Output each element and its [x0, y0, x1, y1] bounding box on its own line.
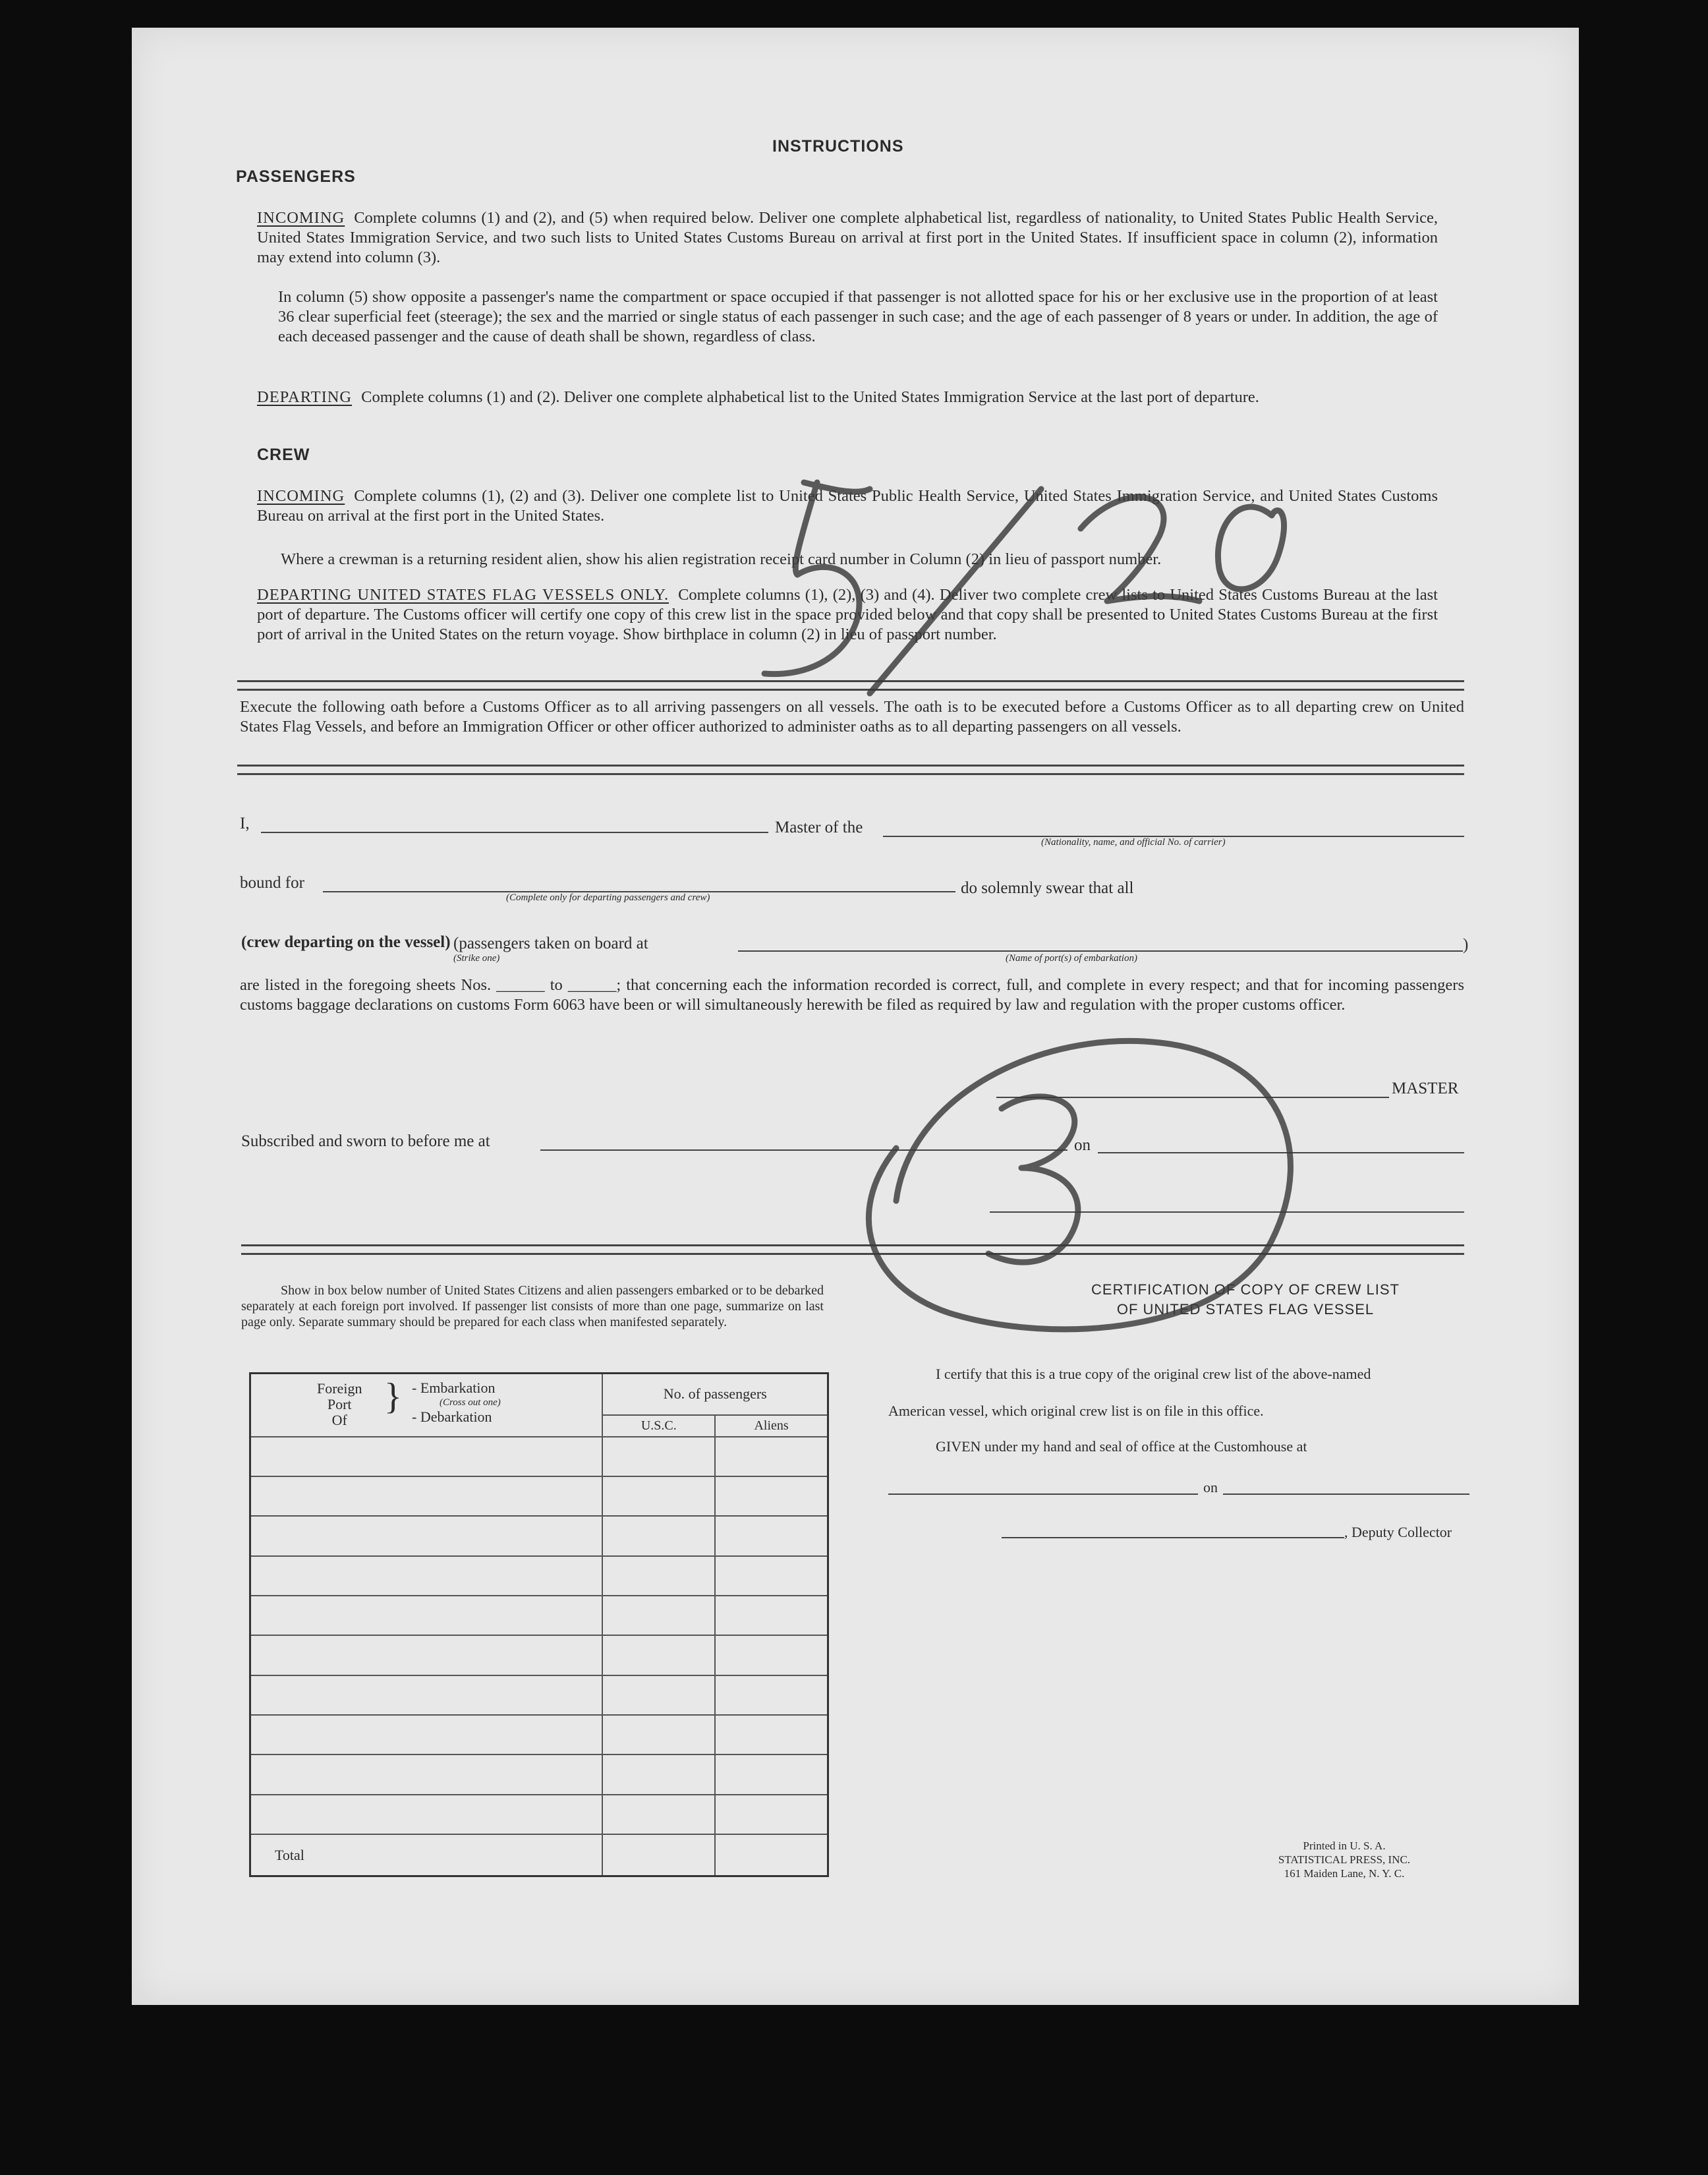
subscribed-label: Subscribed and sworn to before me at — [241, 1132, 490, 1150]
printer-line1: Printed in U. S. A. — [1303, 1840, 1386, 1852]
port-cell[interactable] — [250, 1635, 603, 1675]
port-cell[interactable] — [250, 1675, 603, 1715]
aliens-cell[interactable] — [715, 1596, 828, 1635]
form-sheet — [132, 28, 1579, 2005]
american-vessel-text: American vessel, which original crew list is on file in this office. — [888, 1403, 1264, 1419]
debarkation-option[interactable]: - Debarkation — [412, 1408, 492, 1425]
passengers-taken-label[interactable]: (passengers taken on board at — [453, 935, 648, 952]
printer-line2: STATISTICAL PRESS, INC. — [1278, 1853, 1411, 1866]
port-cell[interactable] — [250, 1795, 603, 1834]
usc-cell[interactable] — [602, 1675, 715, 1715]
usc-cell[interactable] — [602, 1795, 715, 1834]
total-usc-cell[interactable] — [602, 1834, 715, 1876]
aliens-cell[interactable] — [715, 1516, 828, 1555]
master-signature-line[interactable] — [996, 1097, 1389, 1098]
aliens-cell[interactable] — [715, 1675, 828, 1715]
crew-departing-option-label: (crew departing on the vessel) — [241, 933, 451, 951]
port-header-of: Of — [331, 1412, 347, 1428]
passengers-heading: PASSENGERS — [236, 167, 356, 186]
crew-departing-key: DEPARTING UNITED STATES FLAG VESSELS ONLY. — [257, 586, 669, 604]
section-divider — [241, 1244, 1464, 1255]
usc-cell[interactable] — [602, 1437, 715, 1476]
aliens-header: Aliens — [715, 1415, 828, 1437]
crew-resident-paragraph: Where a crewman is a returning resident alien, show his alien registration receipt card number in Column (2) in lieu of passport number. — [281, 550, 1162, 568]
port-header-port: Port — [327, 1396, 352, 1412]
passengers-incoming-text: Complete columns (1) and (2), and (5) when required below. Deliver one complete alphabetical list, regardless of nationality, to United States Public Health Service, United States Immigration Service, and two such lists to United States Customs Bureau on arrival at first port in the United States. If insufficient space in column (2), information may extend into column (3). — [257, 209, 1438, 266]
customhouse-field[interactable] — [888, 1494, 1198, 1495]
aliens-cell[interactable] — [715, 1635, 828, 1675]
cert-on-label: on — [1203, 1479, 1218, 1495]
port-cell[interactable] — [250, 1754, 603, 1794]
passengers-departing-paragraph — [257, 388, 1438, 407]
crew-departing-paragraph — [257, 585, 1438, 645]
sworn-on-label: on — [1074, 1136, 1091, 1154]
brace-glyph: } — [384, 1376, 402, 1417]
passenger-summary-table — [249, 1372, 829, 1877]
crew-incoming-text: Complete columns (1), (2) and (3). Deliver one complete list to United States Public Health Service, United States Immigration Service, and United States Customs Bureau on arrival at the first port in the United States. — [257, 487, 1438, 525]
carrier-caption: (Nationality, name, and official No. of carrier) — [1041, 837, 1226, 848]
aliens-cell[interactable] — [715, 1556, 828, 1596]
crew-departing-option[interactable] — [241, 933, 451, 952]
certification-title — [995, 1280, 1496, 1320]
port-header-foreign: Foreign — [317, 1380, 362, 1397]
deputy-collector-label: , Deputy Collector — [1344, 1524, 1452, 1540]
usc-cell[interactable] — [602, 1596, 715, 1635]
usc-cell[interactable] — [602, 1754, 715, 1794]
printer-line3: 161 Maiden Lane, N. Y. C. — [1284, 1867, 1405, 1880]
summary-row — [250, 1596, 828, 1635]
section-divider — [237, 680, 1464, 691]
oath-listed-text: are listed in the foregoing sheets Nos. ______ to ______; that concerning each the information recorded is correct, full, and complete in every respect; and that for incoming passengers customs baggage declarations on customs Form 6063 have been or will simultaneously herewith be filed as required by law and regulation with the proper customs officer. — [240, 976, 1464, 1014]
printer-imprint — [1252, 1839, 1437, 1880]
summary-row — [250, 1437, 828, 1476]
aliens-cell[interactable] — [715, 1795, 828, 1834]
summary-row — [250, 1675, 828, 1715]
embarkation-option[interactable]: - Embarkation — [412, 1379, 496, 1396]
master-name-field[interactable] — [261, 832, 768, 833]
cross-out-caption: (Cross out one) — [440, 1397, 501, 1408]
sworn-at-field[interactable] — [540, 1149, 1068, 1151]
aliens-cell[interactable] — [715, 1476, 828, 1516]
master-label: MASTER — [1392, 1080, 1459, 1097]
usc-cell[interactable] — [602, 1715, 715, 1754]
passengers-departing-text: Complete columns (1) and (2). Deliver one complete alphabetical list to the United States Immigration Service at the last port of departure. — [361, 388, 1259, 406]
summary-instructions: Show in box below number of United States Citizens and alien passengers embarked or to be debarked separately at each foreign port involved. If passenger list consists of more than one page, summarize on last page only. Separate summary should be prepared for each class when manifested separately. — [241, 1283, 824, 1329]
instructions-title: INSTRUCTIONS — [772, 137, 904, 156]
crew-incoming-key: INCOMING — [257, 487, 345, 505]
given-text: GIVEN under my hand and seal of office at the Customhouse at — [936, 1438, 1307, 1455]
usc-header: U.S.C. — [602, 1415, 715, 1437]
port-cell[interactable] — [250, 1596, 603, 1635]
certification-title-line2: OF UNITED STATES FLAG VESSEL — [1116, 1301, 1375, 1318]
usc-cell[interactable] — [602, 1476, 715, 1516]
total-label: Total — [250, 1834, 603, 1876]
crew-incoming-paragraph — [257, 486, 1438, 526]
bound-for-caption: (Complete only for departing passengers and crew) — [506, 892, 710, 903]
total-aliens-cell[interactable] — [715, 1834, 828, 1876]
summary-row — [250, 1715, 828, 1754]
summary-row — [250, 1476, 828, 1516]
strike-one-caption: (Strike one) — [453, 953, 500, 964]
officer-signature-line[interactable] — [990, 1211, 1464, 1213]
certify-text: I certify that this is a true copy of the original crew list of the above-named — [936, 1366, 1371, 1382]
passengers-header: No. of passengers — [602, 1374, 828, 1415]
aliens-cell[interactable] — [715, 1715, 828, 1754]
aliens-cell[interactable] — [715, 1754, 828, 1794]
master-of-label: Master of the — [775, 819, 863, 836]
port-cell[interactable] — [250, 1715, 603, 1754]
port-caption: (Name of port(s) of embarkation) — [1006, 953, 1137, 964]
port-cell[interactable] — [250, 1556, 603, 1596]
port-cell[interactable] — [250, 1437, 603, 1476]
sworn-on-field[interactable] — [1098, 1152, 1464, 1153]
summary-row — [250, 1635, 828, 1675]
usc-cell[interactable] — [602, 1516, 715, 1555]
crew-heading: CREW — [257, 446, 310, 464]
passengers-column5-paragraph: In column (5) show opposite a passenger's name the compartment or space occupied if that passenger is not allotted space for his or her exclusive use in the proportion of at least 36 clear superficial feet (steerage); the sex and the married or single status of each passenger in such case; and the age of each passenger of 8 years or under. In addition, the age of each deceased passenger and the cause of death shall be shown, regardless of class. — [278, 288, 1438, 345]
swear-label: do solemnly swear that all — [961, 879, 1134, 897]
handwritten-three — [988, 1097, 1078, 1262]
usc-cell[interactable] — [602, 1635, 715, 1675]
port-cell[interactable] — [250, 1476, 603, 1516]
crew-departing-text: Complete columns (1), (2), (3) and (4). Deliver two complete crew lists to United States Customs Bureau at the last port of departure. The Customs officer will certify one copy of this crew list in the space provided below and that copy shall be presented to United States Customs Bureau at the first port of arrival in the United States on the return voyage. Show birthplace in column (2) in lieu of passport number. — [257, 586, 1438, 643]
close-paren: ) — [1463, 936, 1469, 954]
passengers-departing-key: DEPARTING — [257, 388, 353, 406]
summary-row — [250, 1516, 828, 1555]
oath-i-label: I, — [240, 815, 250, 832]
bound-for-label: bound for — [240, 874, 304, 892]
passengers-incoming-key: INCOMING — [257, 209, 345, 227]
aliens-cell[interactable] — [715, 1437, 828, 1476]
section-divider — [237, 765, 1464, 775]
oath-execute-text: Execute the following oath before a Customs Officer as to all arriving passengers on all vessels. The oath is to be executed before a Customs Officer as to all departing crew on United States Flag Vessels, and before an Immigration Officer or other officer authorized to administer oaths as to all departing passengers on all vessels. — [240, 698, 1464, 736]
port-cell[interactable] — [250, 1516, 603, 1555]
summary-row — [250, 1754, 828, 1794]
certification-title-line1: CERTIFICATION OF COPY OF CREW LIST — [1091, 1281, 1400, 1298]
deputy-signature-line[interactable] — [1002, 1537, 1344, 1538]
usc-cell[interactable] — [602, 1556, 715, 1596]
summary-row — [250, 1795, 828, 1834]
summary-row — [250, 1556, 828, 1596]
embarkation-port-field[interactable] — [738, 950, 1463, 952]
port-header-cell — [250, 1374, 603, 1437]
cert-date-field[interactable] — [1223, 1494, 1469, 1495]
passengers-incoming-paragraph — [257, 208, 1438, 268]
